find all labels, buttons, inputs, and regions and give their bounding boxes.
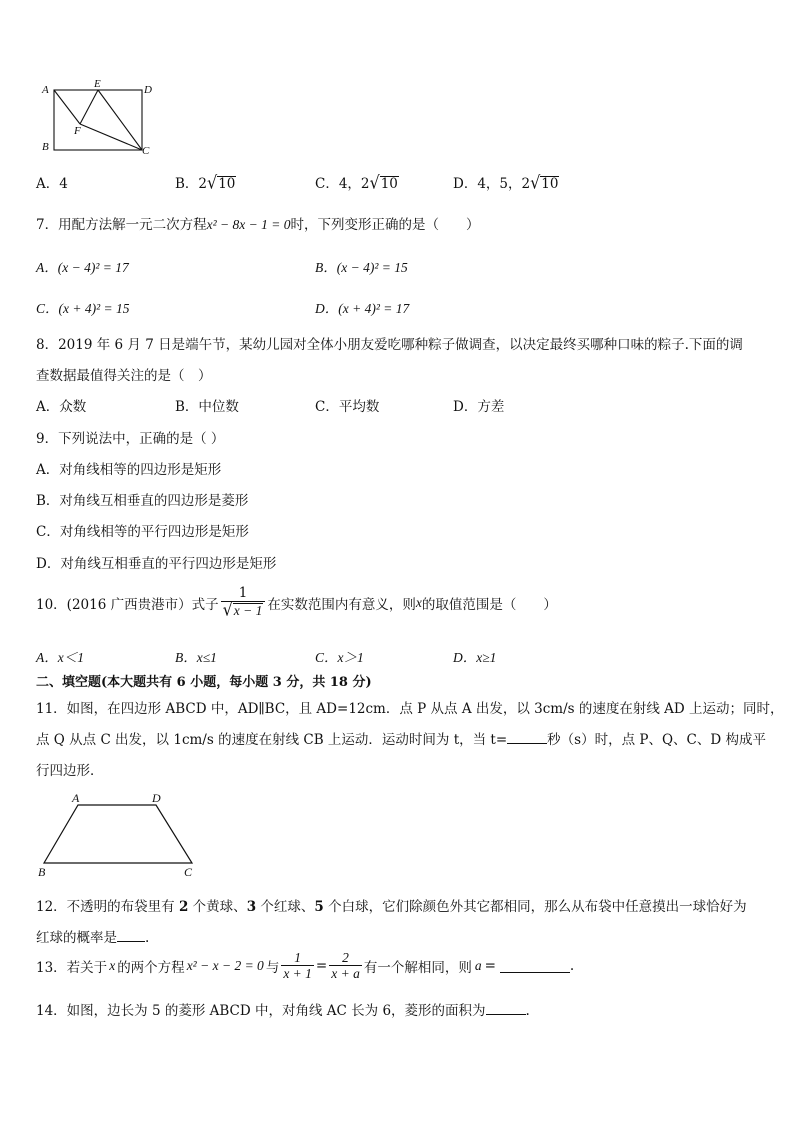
q7-stem-tail: 时，下列变形正确的是（ ） [290,217,480,233]
q12-line1 [36,895,747,915]
fig2-label-c: C [184,865,193,879]
q10-radicand: x − 1 [233,603,263,618]
q10-fraction-num: 1 [221,586,266,602]
q10-stem-mid: 在实数范围内有意义，则 [267,596,416,613]
fig1-label-a: A [42,84,49,96]
q12-yellow-count: 2 [178,899,189,915]
q10-fraction [221,586,266,619]
q11-line1: 11．如图，在四边形 ABCD 中，AD∥BC，且 AD=12cm．点 P 从点 A 出发，以 3cm/s 的速度在射线 AD 上运动；同时， [36,701,784,717]
q14-text: 14．如图，边长为 5 的菱形 ABCD 中，对角线 AC 长为 6，菱形的面积为 [36,1003,486,1019]
q12-answer-blank[interactable] [117,941,145,942]
q7-option-c-text: C．(x + 4)² = 15 [36,301,130,316]
sqrt-icon: √ [369,172,380,193]
q13-fraction-2 [329,950,362,981]
q12-line2-tail: . [145,930,150,946]
q6-option-b-text: B．2 [175,176,208,192]
q7-option-a-text: A．(x − 4)² = 17 [36,260,129,275]
q12-red-count: 3 [246,899,257,915]
q13-text-mid2: 与 [265,959,280,976]
q10-fraction-den [221,599,266,620]
q7-option-c[interactable] [36,297,130,317]
fig1-label-f: F [74,125,81,137]
q13-equals: = [315,957,328,974]
q10-var: x [415,594,422,610]
q6-option-a-text: A．4 [36,176,68,192]
q7-option-d[interactable] [315,297,409,317]
q6-option-c-text: C．4，2 [315,176,370,192]
q6-option-c-radicand: 10 [380,176,398,192]
q13-answer-blank[interactable] [500,958,570,973]
q13-fraction-1 [281,950,314,981]
q6-option-b-radicand: 10 [218,176,236,192]
q12-text-d: 个白球，它们除颜色外其它都相同，那么从布袋中任意摸出一球恰好为 [323,899,747,915]
q11-line2-tail: 秒（s）时，点 P、Q、C、D 构成平 [547,732,766,748]
q8-stem-line2: 查数据最值得关注的是（ ） [36,368,212,384]
q13-text-mid3: 有一个解相同，则 [363,959,472,976]
q13-fraction-1-num: 1 [281,950,314,966]
fig1-label-e: E [94,78,101,90]
q9-option-b[interactable]: B．对角线互相垂直的四边形是菱形 [36,493,249,509]
figure-rectangle-abcd [36,76,156,158]
q12-line2-text: 红球的概率是 [36,930,117,946]
fig1-label-d: D [144,84,152,96]
q10-option-a[interactable]: A．x＜1 [36,650,84,665]
q13-text-pre: 13．若关于 [36,959,108,976]
q14-answer-blank[interactable] [486,1014,526,1015]
sqrt-icon: √ [207,172,218,193]
fig1-label-c: C [142,145,150,157]
q13-text-post: . [569,957,575,974]
q11-line3: 行四边形． [36,763,104,779]
section-heading-fill-in: 二、填空题(本大题共有 6 小题，每小题 3 分，共 18 分) [36,675,372,690]
q11-line2 [36,728,766,748]
q12-text-b: 个黄球、 [188,899,247,915]
q6-option-d-text: D．4，5，2 [453,176,531,192]
fig2-label-a: A [72,791,80,805]
q12-white-count: 5 [314,899,324,915]
q6-option-b[interactable] [175,172,236,192]
q13-fraction-2-den: x + a [331,966,360,981]
q13-var-x: x [109,957,116,973]
q10-stem-tail: 的取值范围是（ ） [421,596,557,613]
q9-option-c[interactable]: C．对角线相等的平行四边形是矩形 [36,524,249,540]
q13-stem [36,950,574,981]
q7-stem [36,213,479,233]
sqrt-icon: √ [222,599,233,620]
q11-line2-text: 点 Q 从点 C 出发，以 1cm/s 的速度在射线 CB 上运动．运动时间为 t，当 t= [36,732,508,748]
figure-trapezoid-abcd [34,790,204,880]
q12-line2 [36,926,149,946]
q8-option-b[interactable]: B．中位数 [175,399,239,415]
q13-fraction-1-den: x + 1 [283,966,312,981]
q9-option-d[interactable]: D．对角线互相垂直的平行四边形是矩形 [36,556,277,572]
sqrt-icon: √ [530,172,541,193]
fig2-label-d: D [152,791,161,805]
q12-text-c: 个红球、 [256,899,315,915]
q6-option-d[interactable] [453,172,559,192]
q6-option-c[interactable] [315,172,399,192]
q13-equation1: x² − x − 2 = 0 [186,957,264,973]
q10-stem [36,586,557,619]
q10-option-d[interactable]: D．x≥1 [453,650,497,665]
q7-option-d-text: D．(x + 4)² = 17 [315,301,410,316]
q8-option-c[interactable]: C．平均数 [315,399,380,415]
q7-stem-text: 7．用配方法解一元二次方程 [36,217,207,233]
q8-option-d[interactable]: D．方差 [453,399,505,415]
q7-option-a[interactable] [36,256,129,276]
q14-stem [36,999,530,1019]
fig1-label-b: B [42,141,49,153]
q13-text-mid1: 的两个方程 [117,959,185,976]
fig2-label-b: B [38,865,46,879]
q11-answer-blank[interactable] [507,743,547,744]
q7-equation: x² − 8x − 1 = 0 [206,217,291,232]
q8-option-a[interactable]: A．众数 [36,399,87,415]
q10-option-b[interactable]: B．x≤1 [175,650,217,665]
q12-text-a: 12．不透明的布袋里有 [36,899,179,915]
q7-option-b-text: B．(x − 4)² = 15 [315,260,408,275]
q13-equals-2: = [484,957,496,974]
q10-stem-text: 10．(2016 广西贵港市）式子 [36,596,219,613]
q14-text-tail: . [525,1003,530,1019]
q13-fraction-2-num: 2 [329,950,362,966]
q9-option-a[interactable]: A．对角线相等的四边形是矩形 [36,462,222,478]
q6-option-a[interactable] [36,172,68,192]
q10-option-c[interactable]: C．x＞1 [315,650,364,665]
q13-var-a: a [474,957,482,973]
q6-option-d-radicand: 10 [541,176,559,192]
q7-option-b[interactable] [315,256,408,276]
q9-stem: 9．下列说法中，正确的是（ ） [36,431,225,447]
q8-stem-line1: 8．2019 年 6 月 7 日是端午节，某幼儿园对全体小朋友爱吃哪种粽子做调查，以决定最终买哪种口味的粽子.下面的调 [36,337,743,353]
